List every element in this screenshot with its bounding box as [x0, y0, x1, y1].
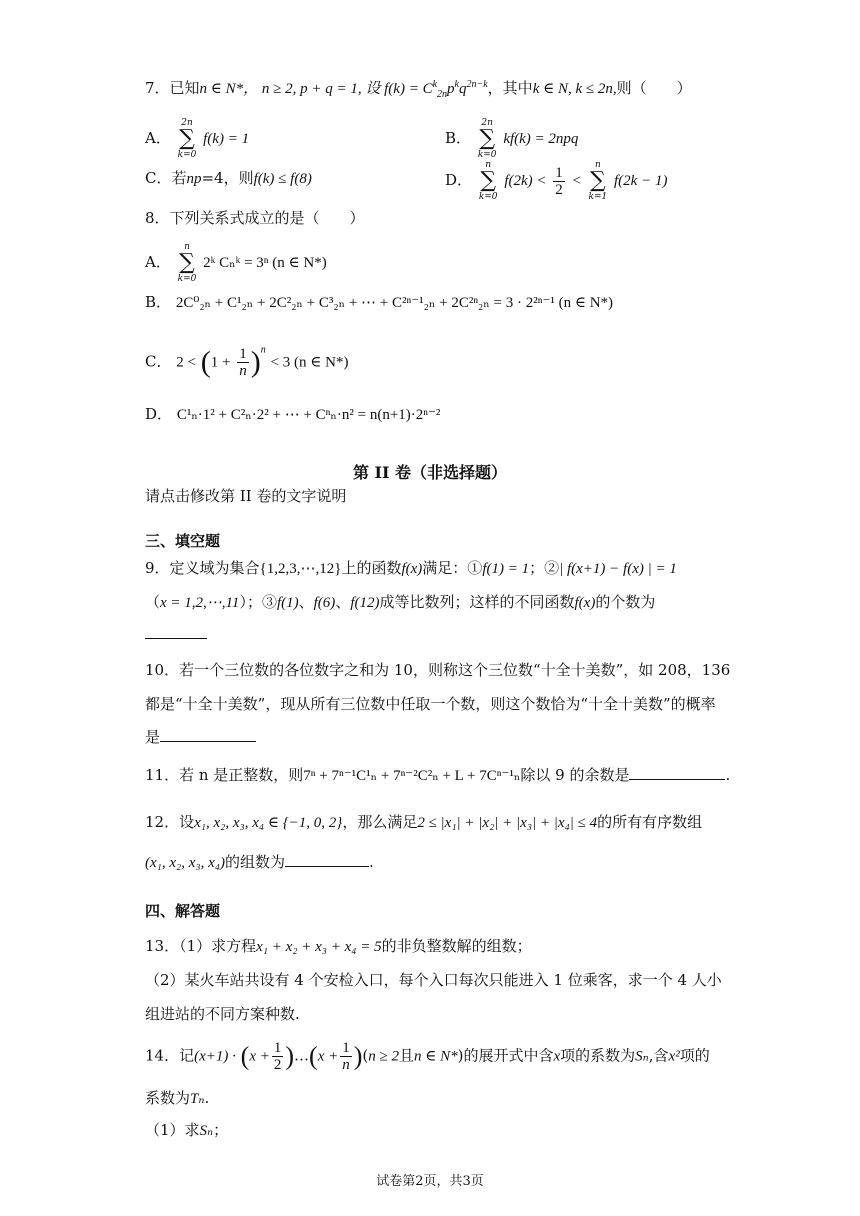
q14-text: 项的系数为 [560, 1046, 636, 1065]
q14-text: ( [362, 1046, 369, 1065]
fraction-denominator: n [342, 1057, 350, 1073]
option-expression: 2C⁰₂ₙ + C¹₂ₙ + 2C²₂ₙ + C³₂ₙ + ⋯ + C²ⁿ⁻¹₂ₙ + 2C²ⁿ₂ₙ = 3 · 2²ⁿ⁻¹ (n ∈ N*) [175, 295, 614, 311]
q14-text: 14．记 [145, 1046, 195, 1065]
q13-text: 13．（1）求方程 [145, 937, 257, 955]
sum-symbol [479, 160, 498, 202]
q11-text: 除以 9 的余数是 [520, 766, 630, 784]
option-label: B． [145, 293, 172, 311]
q9-math: f(1) = 1 [482, 561, 530, 577]
paren-open: ( [309, 1041, 318, 1071]
option-expression: 2 < [176, 354, 196, 371]
q14-math: Sₙ [199, 1123, 214, 1139]
q9-line1 [145, 556, 715, 581]
page-footer: 试卷第2页，共3页 [376, 1174, 484, 1189]
q14-text: 项的 [679, 1046, 710, 1065]
sigma-glyph: ∑ [589, 168, 606, 193]
q10-line3 [145, 725, 715, 749]
q7-stem-q-sup: 2n−k [466, 79, 488, 90]
sum-lower: k=0 [177, 274, 197, 284]
q9-math: {1,2,3,⋯,12} [259, 561, 342, 577]
q10-text: 是 [145, 728, 161, 746]
q14-math: Tₙ [190, 1091, 205, 1107]
q12-math: (x₁, x₂, x₃, x₄) [145, 855, 225, 871]
paren-close: ) [285, 1041, 295, 1071]
q14-dots: … [294, 1046, 310, 1065]
sigma-glyph: ∑ [179, 250, 195, 275]
q9-text: ；② [529, 559, 560, 577]
q7-stem-text2: ，其中 [487, 79, 533, 97]
q9-text: 满足：① [422, 559, 483, 577]
option-expression: < [571, 173, 582, 189]
sum-upper: 2n [481, 118, 493, 128]
q7-stem-math: n ∈ N*， n ≥ 2, p + q = 1, 设 f(k) = C [199, 81, 433, 97]
fraction [553, 165, 565, 198]
q12-line1 [145, 810, 715, 835]
q7-stem-text3: 则（ ） [616, 79, 692, 97]
option-label: D． [145, 405, 173, 423]
q14-text: （1）求 [145, 1121, 200, 1139]
q9-text: ）；③ [239, 593, 277, 611]
q9-math: f(x) [574, 595, 596, 611]
q7-option-b [445, 118, 578, 160]
fraction-numerator: 1 [273, 1040, 282, 1056]
q14-math: x + [249, 1048, 270, 1065]
sigma-glyph: ∑ [179, 126, 195, 151]
q11-line [145, 763, 731, 788]
option-label: A． [145, 253, 171, 271]
q7-stem-math4: k ∈ N, k ≤ 2n, [532, 81, 617, 97]
q12-math: 2 ≤ |x₁| + |x₂| + |x₃| + |x₄| ≤ 4 [417, 815, 598, 831]
answer-blank[interactable] [160, 725, 256, 742]
q14-math: n ∈ N* [414, 1048, 458, 1065]
q14-math: (x+1) · [194, 1048, 236, 1065]
q8-stem: 8．下列关系式成立的是（ ） [145, 209, 365, 227]
fraction-numerator: 1 [555, 164, 563, 181]
q9-math: f(x) [401, 561, 423, 577]
sum-upper: n [184, 242, 190, 252]
option-math: f(k) ≤ f(8) [253, 171, 312, 187]
sum-lower: k=0 [478, 192, 498, 202]
section3-heading: 三、填空题 [145, 532, 221, 550]
q7-option-a [145, 118, 249, 160]
q8-option-c [145, 346, 348, 379]
answer-blank[interactable] [285, 850, 369, 867]
q9-text: 的个数为 [595, 593, 656, 611]
fraction [237, 346, 249, 379]
fraction [340, 1040, 352, 1073]
q14-text: 系数为 [145, 1089, 191, 1107]
q14-text: )的展开式中含 [457, 1046, 554, 1065]
q9-text: 成等比数列；这样的不同函数 [379, 593, 575, 611]
sum-symbol [178, 242, 197, 284]
q10-line2: 都是“十全十美数”，现从所有三位数中任取一个数，则这个数恰为“十全十美数”的概率 [145, 695, 716, 713]
q9-text: 、 [298, 593, 314, 611]
part2-title: 第 II 卷（非选择题） [352, 463, 508, 482]
option-expression: f(2k) < [504, 173, 547, 189]
q12-end: . [369, 853, 374, 871]
answer-blank[interactable] [145, 622, 207, 639]
paren-open: ( [240, 1041, 250, 1071]
paren-close: ) [353, 1041, 363, 1071]
q13-text: 的非负整数解的组数； [381, 937, 532, 955]
fraction-denominator: 2 [555, 181, 563, 198]
sum-lower: k=1 [588, 192, 608, 202]
q14-text: ,含 [648, 1046, 669, 1065]
q12-text: ，那么满足 [342, 813, 418, 831]
sum-lower: k=0 [177, 150, 197, 160]
option-math: np [186, 171, 202, 187]
q12-text: 的组数为 [224, 853, 285, 871]
q14-line2 [145, 1086, 715, 1111]
option-label: C．若 [145, 169, 187, 187]
sum-upper: n [485, 160, 492, 170]
q9-math: f(1) [276, 595, 299, 611]
q14-text: 且 [399, 1046, 415, 1065]
option-expression: < 3 (n ∈ N*) [270, 354, 349, 371]
q9-math: f(6) [313, 595, 336, 611]
option-label: A． [145, 129, 171, 147]
q12-text: 的所有有序数组 [597, 813, 703, 831]
q9-text: 上的函数 [341, 559, 402, 577]
q7-stem-sub: 2n [437, 89, 448, 100]
sum-lower: k=0 [477, 150, 497, 160]
q13-part2-line2: 组进站的不同方案种数. [145, 1005, 300, 1023]
option-expression: 2ᵏ Cₙᵏ = 3ⁿ (n ∈ N*) [203, 255, 327, 271]
option-label: B． [445, 129, 472, 147]
section4-heading: 四、解答题 [145, 902, 221, 920]
q14-text: . [204, 1089, 210, 1107]
paren-open: ( [200, 345, 211, 379]
q10-line1: 10．若一个三位数的各位数字之和为 10，则称这个三位数“十全十美数”，如 208，136 [145, 661, 731, 679]
q7-stem [145, 76, 715, 101]
q7-stem-sup: k [432, 79, 438, 90]
q14-math: n ≥ 2 [368, 1048, 399, 1065]
q9-text: 、 [335, 593, 351, 611]
q9-math: f(12) [350, 595, 380, 611]
option-label: D． [445, 171, 473, 189]
q9-math: | f(x+1) − f(x) | = 1 [559, 561, 677, 577]
part2-note: 请点击修改第 II 卷的文字说明 [145, 487, 347, 505]
option-expression: C¹ₙ·1² + C²ₙ·2² + ⋯ + Cⁿₙ·n² = n(n+1)·2ⁿ⁻² [176, 407, 441, 423]
option-label: C． [145, 352, 172, 371]
exponent: n [260, 344, 266, 356]
q7-option-d [445, 160, 667, 202]
sum-upper: 2n [181, 118, 193, 128]
sum-symbol [478, 118, 497, 160]
fraction-denominator: 2 [273, 1057, 282, 1073]
option-expression: f(2k − 1) [614, 173, 668, 189]
sum-upper: n [594, 160, 601, 170]
q7-stem-q: q [458, 81, 467, 97]
q12-line2 [145, 850, 715, 875]
q9-line2 [145, 590, 715, 615]
option-text: =4，则 [201, 169, 254, 187]
fraction-numerator: 1 [342, 1040, 350, 1056]
q9-text: 9．定义域为集合 [145, 559, 260, 577]
q14-math: Sₙ [635, 1048, 649, 1065]
q9-text: （ [145, 593, 161, 611]
q7-stem-p: p [447, 81, 455, 97]
sigma-glyph: ∑ [480, 168, 497, 193]
q8-option-b [145, 290, 613, 315]
q13-part1 [145, 934, 715, 959]
q7-option-c [145, 166, 312, 191]
q13-math: x₁ + x₂ + x₃ + x₄ = 5 [256, 939, 382, 955]
q14-math: x² [668, 1048, 680, 1065]
q14-sub1 [145, 1118, 715, 1143]
q9-math: x = 1,2,⋯,11 [160, 595, 240, 611]
paren-close: ) [250, 345, 261, 379]
sigma-glyph: ∑ [479, 126, 496, 151]
q13-part2-line1: （2）某火车站共设有 4 个安检入口，每个入口每次只能进入 1 位乘客，求一个 4 人小 [145, 971, 722, 989]
fraction [272, 1040, 284, 1073]
option-expression: 1 + [210, 354, 231, 371]
answer-blank[interactable] [629, 763, 725, 780]
q14-text: ； [213, 1121, 229, 1139]
sum-symbol [178, 118, 197, 160]
q11-text: 11．若 n 是正整数，则 [145, 766, 304, 784]
q14-math: x + [317, 1048, 339, 1065]
q8-option-a [145, 242, 327, 284]
q12-text: 12．设 [145, 813, 195, 831]
option-expression: f(k) = 1 [203, 131, 250, 147]
q7-stem-p-sup: k [454, 79, 459, 90]
fraction-numerator: 1 [239, 346, 247, 362]
fraction-denominator: n [239, 363, 247, 379]
option-expression: kf(k) = 2npq [503, 131, 579, 147]
sum-symbol [588, 160, 607, 202]
q11-math: 7ⁿ + 7ⁿ⁻¹C¹ₙ + 7ⁿ⁻²C²ₙ + L + 7Cⁿ⁻¹ₙ [303, 768, 521, 784]
q9-answer-line [145, 622, 715, 646]
q7-stem-text: 7．已知 [145, 79, 200, 97]
q14-line1 [145, 1040, 715, 1073]
q11-end: . [725, 766, 731, 784]
q12-math: x₁, x₂, x₃, x₄ ∈ {−1, 0, 2} [194, 815, 343, 831]
q8-option-d [145, 402, 440, 427]
q14-math: x [553, 1048, 561, 1065]
